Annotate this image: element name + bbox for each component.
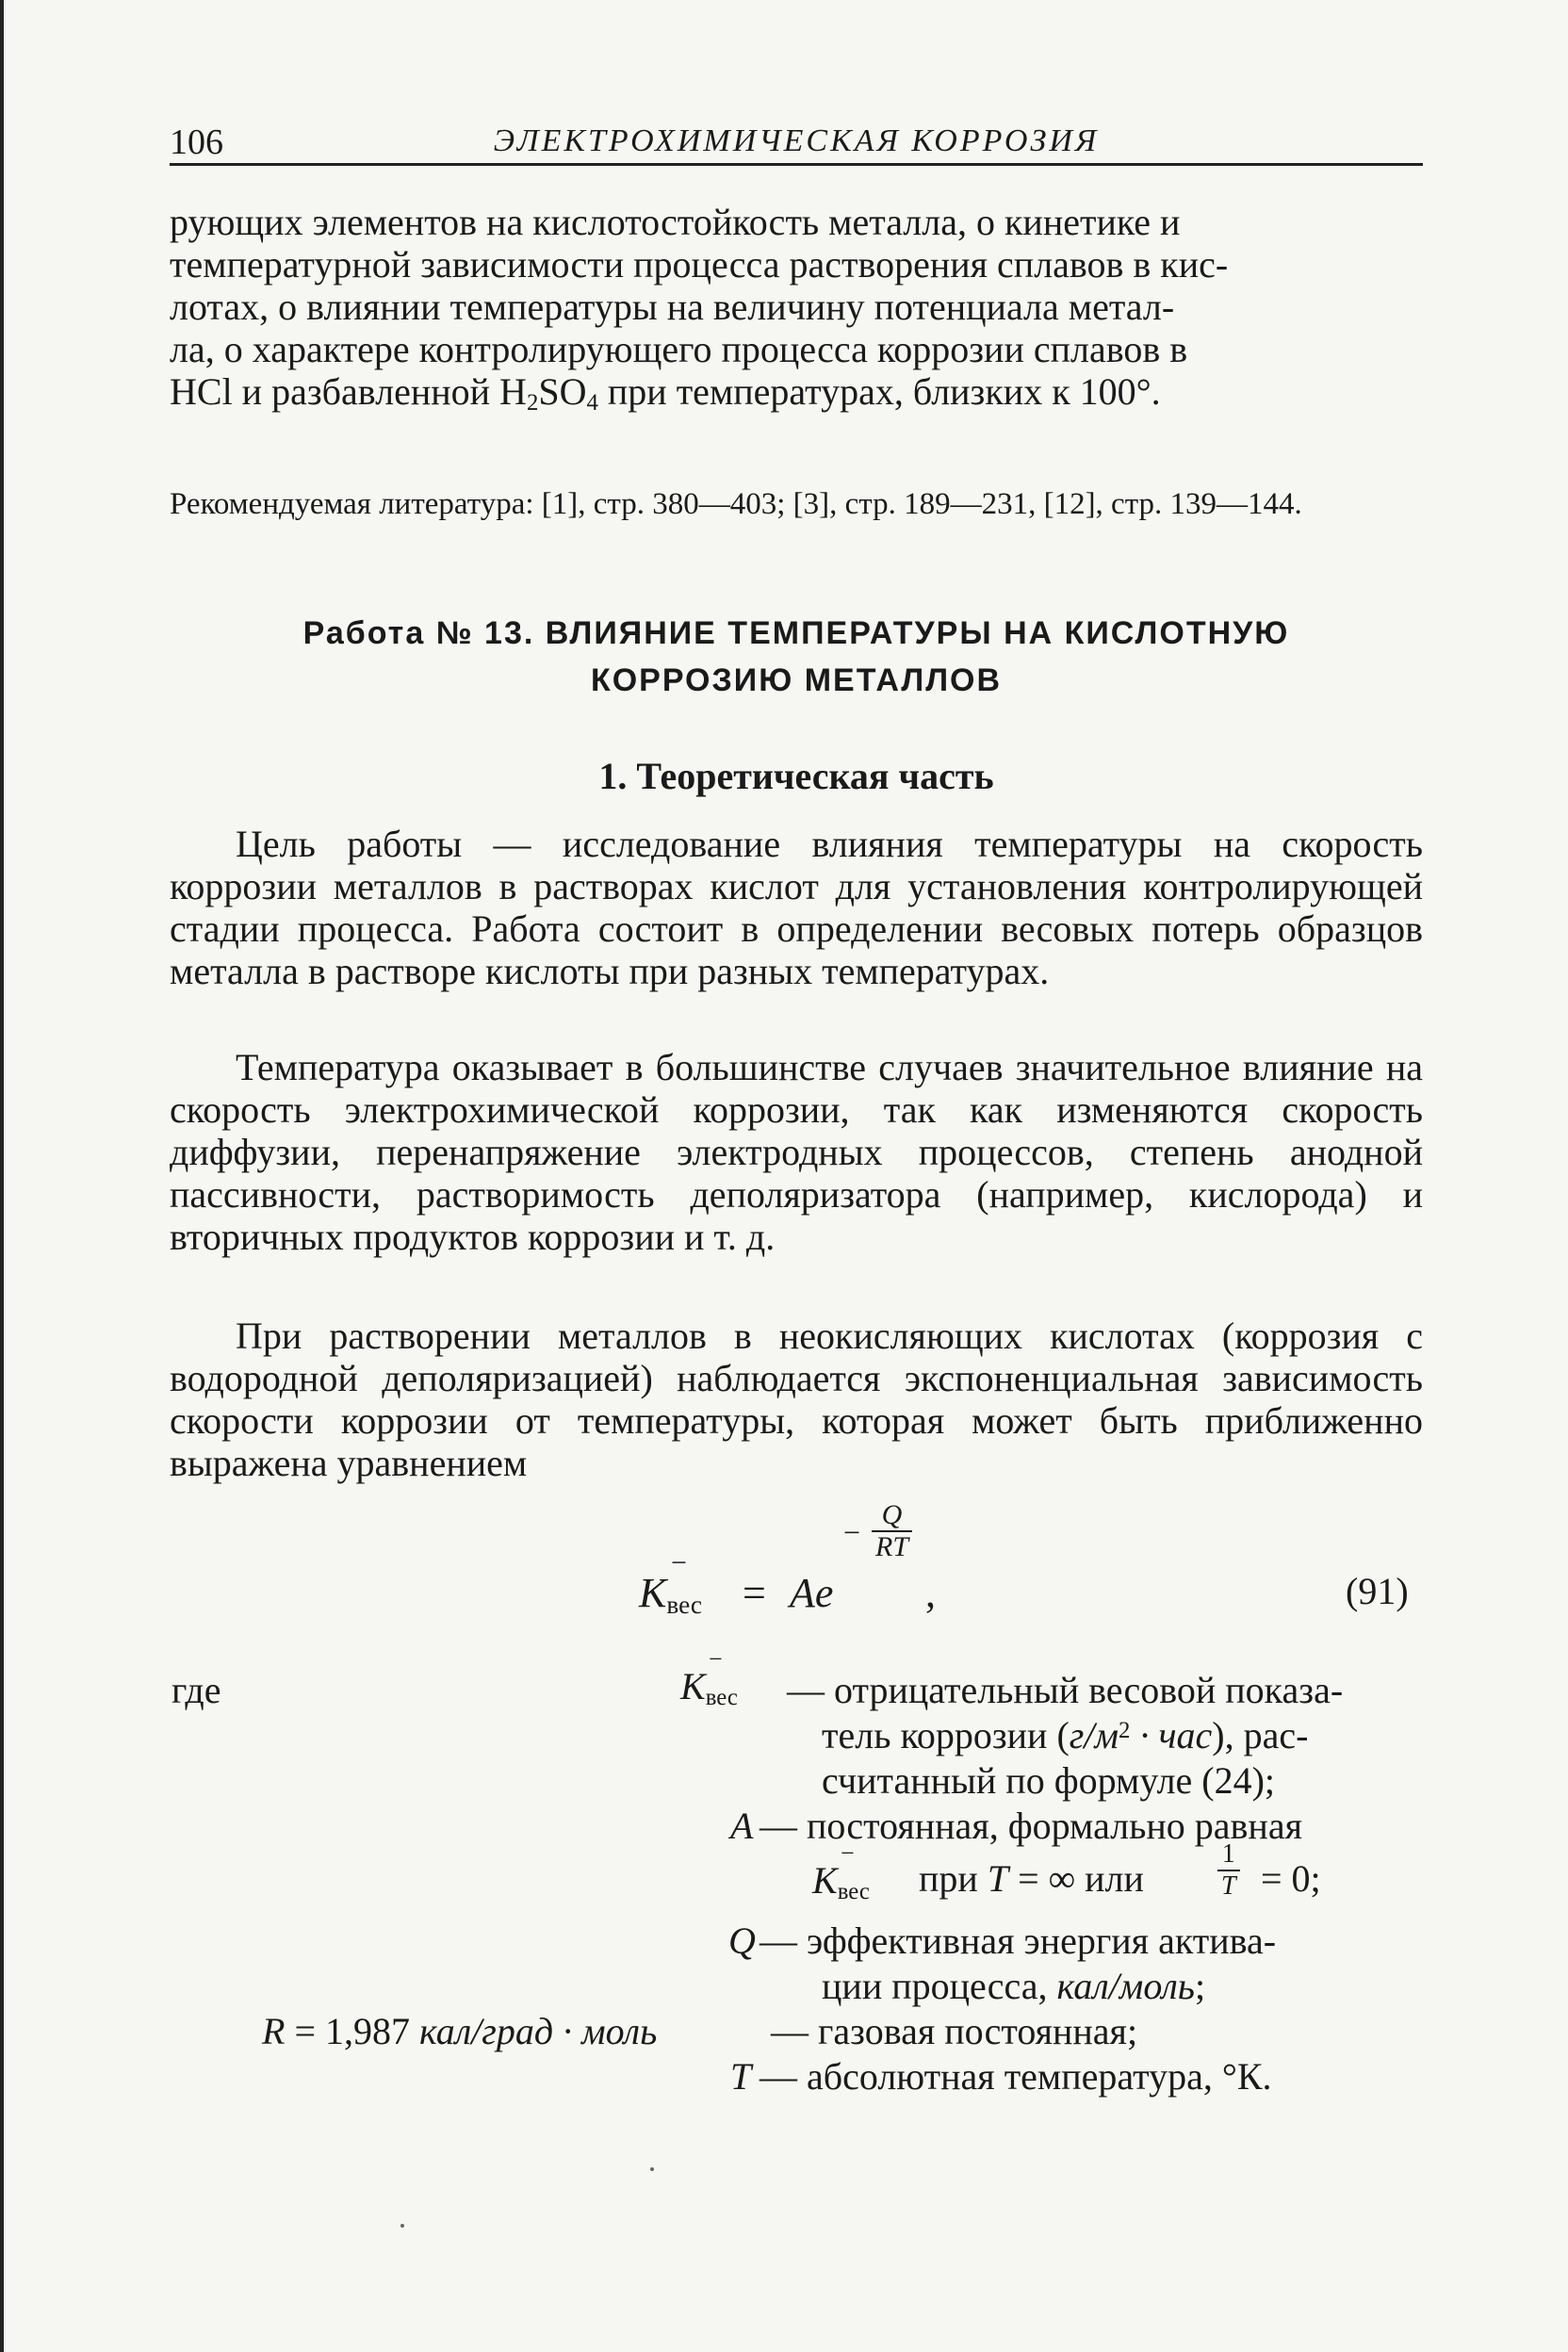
def-a-line1: — постоянная, формально равная bbox=[760, 1805, 1302, 1847]
scan-speck bbox=[400, 2224, 404, 2228]
page-number: 106 bbox=[170, 122, 223, 162]
def-k-sup: − bbox=[709, 1645, 723, 1673]
eq-exponent-fraction: $\frac{Q}{RT}$ bbox=[872, 1500, 912, 1562]
where-label: где bbox=[172, 1669, 221, 1711]
def-r: R = 1,987 кал/град · моль bbox=[262, 2010, 658, 2052]
section-title: 1. Теоретическая часть bbox=[598, 755, 994, 797]
eq-rhs: Ae bbox=[790, 1570, 834, 1616]
paragraph-purpose: Цель работы — исследование влияния температуры на скорость коррозии металлов в растворах кислот для установления контролирующей стадии процесса. Работа состоит в определении весовых потерь образцов металла в растворе кислоты при разных температурах. bbox=[170, 823, 1423, 992]
def-a-end: = 0; bbox=[1261, 1857, 1321, 1900]
scan-speck bbox=[650, 2167, 654, 2171]
eq-lhs: $K_{вес}$ bbox=[639, 1570, 702, 1619]
def-k-line2: тель коррозии $(г/м^2 \cdot час)$, рас- bbox=[822, 1714, 1309, 1756]
intro-line: ла, о характере контролирующего процесса коррозии сплавов в bbox=[170, 328, 1188, 370]
def-q-line1: — эффективная энергия актива- bbox=[760, 1919, 1277, 1962]
def-k-line3: считанный по формуле (24); bbox=[822, 1759, 1276, 1802]
page-header bbox=[170, 118, 1423, 166]
intro-line: рующих элементов на кислотостойкость металла, о кинетике и bbox=[170, 201, 1181, 243]
work-title-line2: КОРРОЗИЮ МЕТАЛЛОВ bbox=[590, 662, 1003, 698]
eq-exp-minus: − bbox=[843, 1515, 861, 1549]
def-q-symbol: Q bbox=[728, 1919, 756, 1962]
def-k-symbol: $K_{вес}$ bbox=[680, 1665, 738, 1711]
paragraph-temperature: Температура оказывает в большинстве случаев значительное влияние на скорость электрохимической коррозии, так как изменяются скорость диффузии, перенапряжение электродных процессов, степень анодной пассивности, растворимость деполяризатора (например, кислорода) и вторичных продуктов коррозии и т. д. bbox=[170, 1046, 1423, 1258]
work-title-line1: Работа № 13. ВЛИЯНИЕ ТЕМПЕРАТУРЫ НА КИСЛОТНУЮ bbox=[302, 615, 1290, 651]
scan-edge-line bbox=[0, 0, 4, 2352]
intro-line: температурной зависимости процесса растворения сплавов в кис- bbox=[170, 243, 1229, 286]
eq-equals: = bbox=[743, 1570, 766, 1616]
intro-line: лотах, о влиянии температуры на величину потенциала метал- bbox=[170, 286, 1175, 328]
def-r-desc: — газовая постоянная; bbox=[771, 2010, 1138, 2052]
def-a-condition: при T = ∞ или bbox=[919, 1857, 1144, 1900]
recommended-literature: Рекомендуемая литература: [1], стр. 380—403; [3], стр. 189—231, [12], стр. 139—144. bbox=[170, 487, 1302, 521]
running-title: ЭЛЕКТРОХИМИЧЕСКАЯ КОРРОЗИЯ bbox=[493, 123, 1100, 158]
eq-number: (91) bbox=[1346, 1570, 1409, 1612]
eq-lhs-sup: − bbox=[671, 1547, 687, 1578]
paragraph-dissolution: При растворении металлов в неокисляющих кислотах (коррозия с водородной деполяризацией) наблюдается экспоненциальная зависимость скорости коррозии от температуры, которая может быть приближенно выражена уравнением bbox=[170, 1315, 1423, 1484]
eq-comma: , bbox=[925, 1570, 936, 1616]
def-a-k: $K_{вес}$ bbox=[812, 1859, 870, 1905]
def-a-fraction: $\frac{1}{T}$ bbox=[1217, 1839, 1240, 1902]
intro-line: HCl и разбавленной $H_2SO_4$ при температурах, близких к 100°. bbox=[170, 370, 1161, 416]
def-k-line1: — отрицательный весовой показа- bbox=[787, 1669, 1344, 1711]
def-t-symbol: T bbox=[730, 2055, 752, 2098]
def-a-symbol: A bbox=[730, 1805, 754, 1847]
def-q-line2: ции процесса, кал/моль; bbox=[822, 1965, 1206, 2007]
def-t-desc: — абсолютная температура, °К. bbox=[760, 2055, 1272, 2098]
def-a-k-sup: − bbox=[841, 1839, 855, 1867]
